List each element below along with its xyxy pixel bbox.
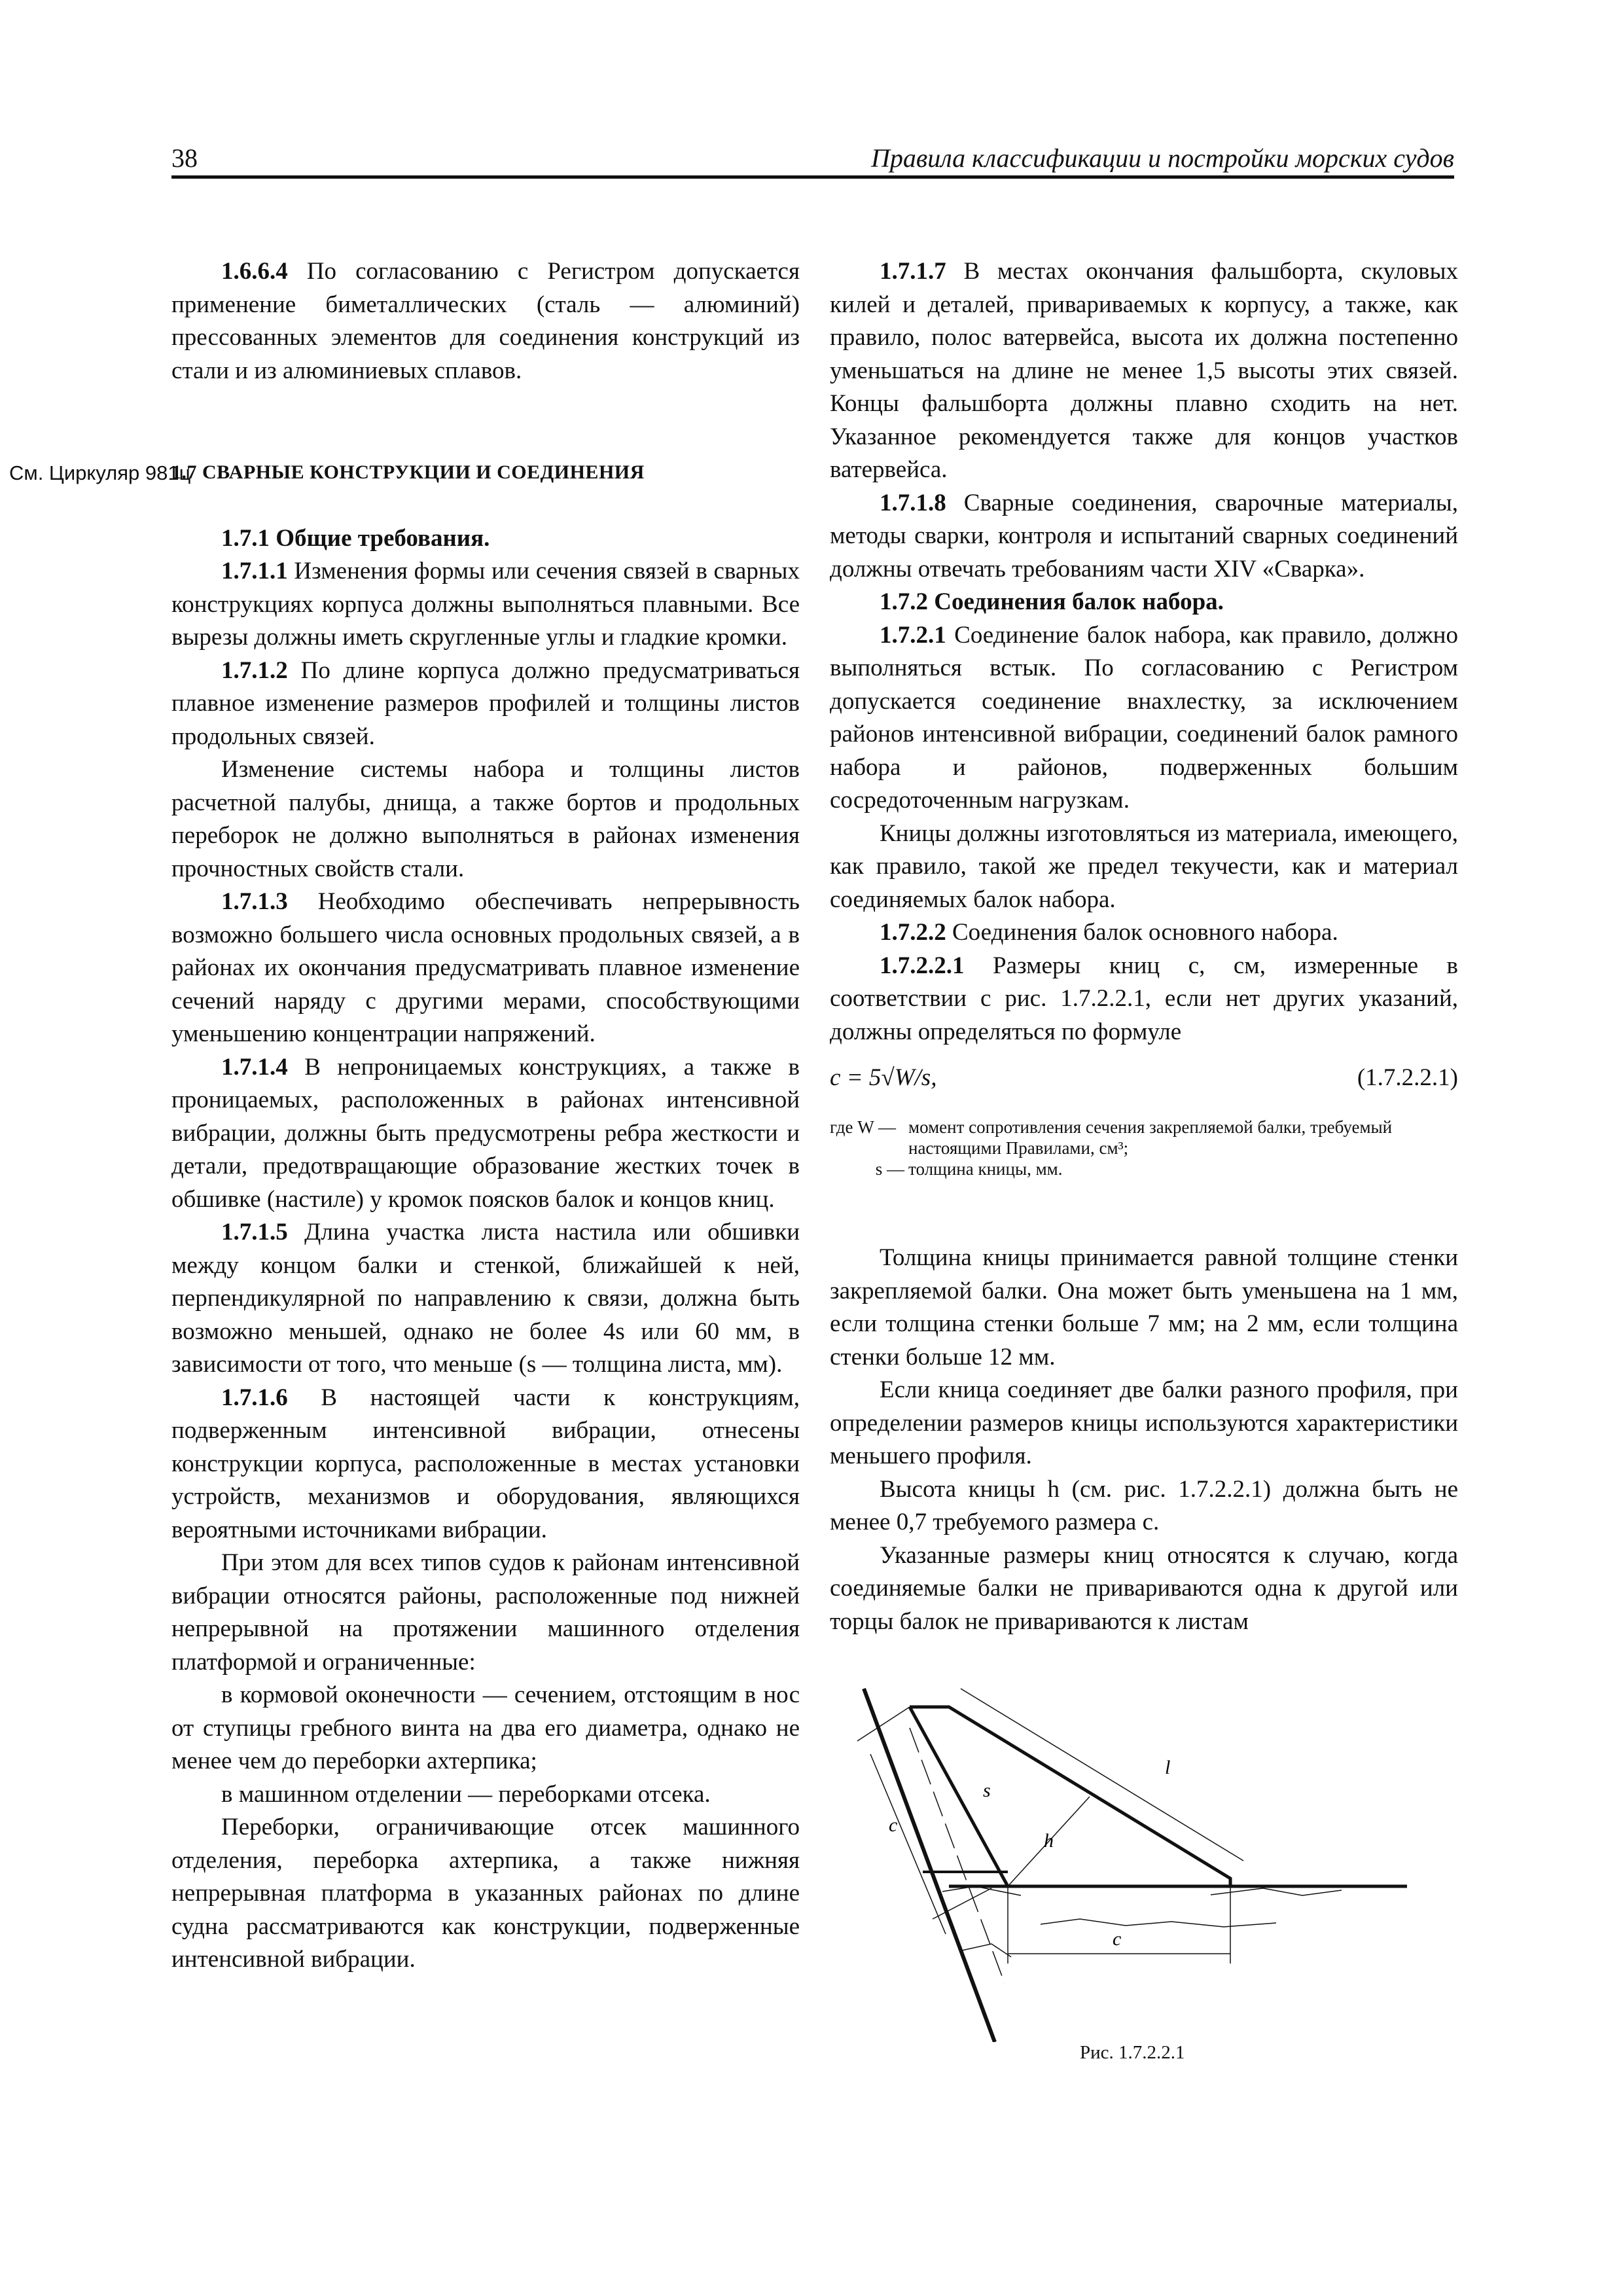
- paragraph: 1.7.1.7 В местах окончания фальшборта, скуловых килей и деталей, привариваемых к корпусу, а также, как правило, полос ватервейса, высота их должна постепенно уменьшаться на длине не менее 1,5 высоты этих связей. Концы фальшборта должны плавно сходить на нет. Указанное рекомендуется также для концов участков ватервейса.: [830, 258, 1458, 483]
- legend-lead-s: s —: [875, 1159, 904, 1179]
- legend-lead-w: где W —: [830, 1117, 896, 1137]
- label-s: s: [983, 1780, 991, 1801]
- paragraph: Кницы должны изготовляться из материала, имеющего, как правило, такой же предел текучести, как и материал соединяемых балок набора.: [830, 819, 1458, 913]
- paragraph: Изменение системы набора и толщины листов расчетной палубы, днища, а также бортов и продольных переборок не должно выполняться в районах изменения прочностных свойств стали.: [171, 756, 800, 882]
- paragraph: Указанные размеры книц относятся к случаю, когда соединяемые балки не привариваются одна к другой или торцы балок не привариваются к листам: [830, 1541, 1458, 1635]
- paragraph: 1.7.1.8 Сварные соединения, сварочные материалы, методы сварки, контроля и испытаний сварных соединений должны отвечать требованиям части XIV «Сварка».: [830, 489, 1458, 583]
- paragraph: 1.7.1.4 В непроницаемых конструкциях, а также в проницаемых, расположенных в районах интенсивной вибрации, должны быть предусмотрены ребра жесткости и детали, предотвращающие образование жестких точек в обшивке (настиле) у кромок поясков балок и концов книц.: [171, 1053, 800, 1213]
- dimension-l: [961, 1689, 1243, 1861]
- legend-text-w: момент сопротивления сечения закрепляемой балки, требуемый настоящими Правилами, см³;: [908, 1117, 1393, 1158]
- bracket-diagram: [844, 1676, 1407, 2042]
- label-c-bottom: c: [1113, 1928, 1122, 1950]
- bracket-figure: [844, 1676, 1407, 2042]
- paragraph: 1.7.1.2 По длине корпуса должно предусматриваться плавное изменение размеров профилей и толщины листов продольных связей.: [171, 656, 800, 750]
- paragraph: Толщина кницы принимается равной толщине стенки закрепляемой балки. Она может быть уменьшена на 1 мм, если толщина стенки больше 7 мм; на 2 мм, если толщина стенки больше 12 мм.: [830, 1244, 1458, 1371]
- header-rule: [171, 175, 1454, 179]
- legend-text-s: толщина кницы, мм.: [908, 1159, 1063, 1179]
- paragraph: в машинном отделении — переборками отсека.: [221, 1780, 711, 1808]
- paragraph: 1.7.1.1 Изменения формы или сечения связей в сварных конструкциях корпуса должны выполняться плавными. Все вырезы должны иметь скругленные углы и гладкие кромки.: [171, 558, 800, 651]
- formula: [830, 1062, 1458, 1102]
- paragraph: Если кница соединяет две балки разного профиля, при определении размеров кницы используются характеристики меньшего профиля.: [830, 1376, 1458, 1469]
- paragraph: 1.7.1.5 Длина участка листа настила или обшивки между концом балки и стенкой, ближайшей к ней, перпендикулярной по направлению к связи, должна быть возможно меньшей, однако не более 4s или 60 мм, в зависимости от того, что меньше (s — толщина листа, мм).: [171, 1219, 800, 1378]
- paragraph: 1.7.2.2.1 Размеры книц c, см, измеренные в соответствии с рис. 1.7.2.2.1, если нет других указаний, должны определяться по формуле: [830, 952, 1458, 1045]
- extension-line: [857, 1707, 910, 1741]
- paragraph: 1.7.2.1 Соединение балок набора, как правило, должно выполняться встык. По согласованию с Регистром допускается соединение внахлестку, за исключением районов интенсивной вибрации, соединений балок рамного набора и районов, подверженных большим сосредоточенным нагрузкам.: [830, 621, 1458, 814]
- label-h: h: [1044, 1830, 1054, 1852]
- paragraph: Высота кницы h (см. рис. 1.7.2.2.1) должна быть не менее 0,7 требуемого размера c.: [830, 1475, 1458, 1535]
- formula-legend: [830, 1117, 1458, 1179]
- paragraph: 1.7.2.2 Соединения балок основного набора.: [880, 919, 1338, 946]
- margin-note: См. Циркуляр 981ц: [9, 461, 191, 484]
- formula-expression: c = 5√W/s,: [830, 1064, 937, 1091]
- paragraph: При этом для всех типов судов к районам интенсивной вибрации относятся районы, расположенные под нижней непрерывной на протяжении машинного отделения платформой и ограниченные:: [171, 1549, 800, 1676]
- label-l: l: [1165, 1757, 1171, 1778]
- left-column: [171, 255, 800, 1977]
- dimension-c-left: [870, 1754, 946, 1934]
- paragraph: 1.7.1.3 Необходимо обеспечивать непрерывность возможно большего числа основных продольных связей, а в районах их окончания предусматривать плавное изменение сечений наряду с другими мерами, способствующими уменьшению концентрации напряжений.: [171, 888, 800, 1047]
- subsection-heading: 1.7.2 Соединения балок набора.: [880, 588, 1224, 615]
- paragraph: 1.6.6.4 По согласованию с Регистром допускается применение биметаллических (сталь — алюминий) прессованных элементов для соединения конструкций из стали и из алюминиевых сплавов.: [171, 258, 800, 384]
- paragraph: в кормовой оконечности — сечением, отстоящим в нос от ступицы гребного винта на два его диаметра, однако не менее чем до переборки ахтерпика;: [171, 1681, 800, 1774]
- figure-caption: Рис. 1.7.2.2.1: [1080, 2042, 1185, 2063]
- running-title: Правила классификации и постройки морских судов: [870, 143, 1454, 173]
- formula-number: (1.7.2.2.1): [1357, 1064, 1458, 1091]
- paragraph: Переборки, ограничивающие отсек машинного отделения, переборка ахтерпика, а также нижняя непрерывная платформа в указанных районах по длине судна рассматриваются как конструкции, подверженные интенсивной вибрации.: [171, 1814, 800, 1973]
- paragraph: 1.7.1.6 В настоящей части к конструкциям, подверженным интенсивной вибрации, отнесены конструкции корпуса, расположенные в местах установки устройств, механизмов и оборудования, являющихся вероятными источниками вибрации.: [171, 1384, 800, 1543]
- subsection-heading: 1.7.1 Общие требования.: [221, 524, 490, 552]
- section-title: 1.7 СВАРНЫЕ КОНСТРУКЦИИ И СОЕДИНЕНИЯ: [171, 461, 645, 483]
- page-number: 38: [171, 143, 198, 173]
- hatching: [942, 1886, 1342, 1957]
- right-column: [830, 255, 1458, 1638]
- label-c-left: c: [889, 1814, 898, 1836]
